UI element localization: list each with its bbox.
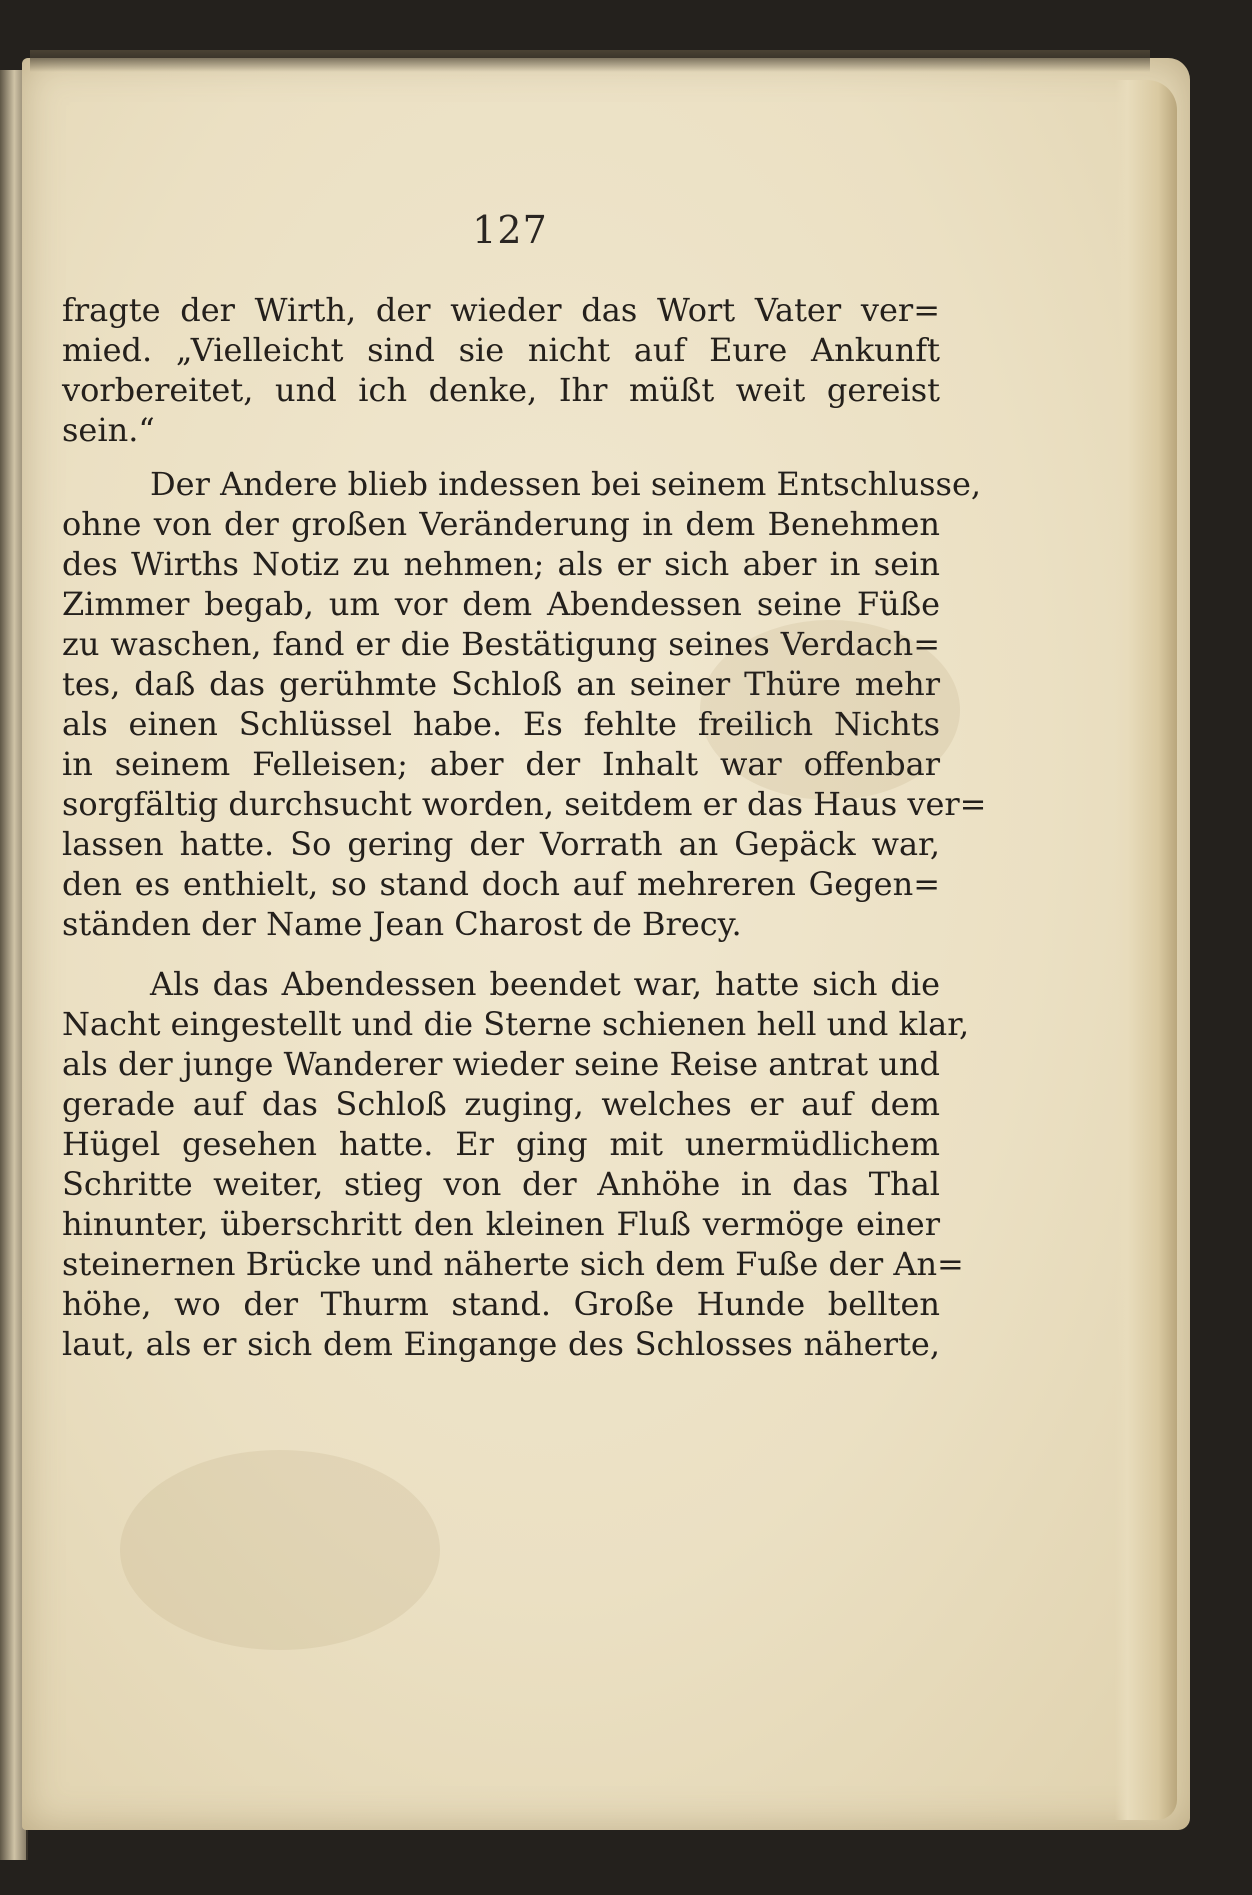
paragraph-gap	[62, 944, 940, 964]
text-line: Der Andere blieb indessen bei seinem Entschlusse,	[150, 465, 982, 503]
text-line: ständen der Name Jean Charost de Brecy.	[62, 905, 742, 943]
text-line: sorgfältig durchsucht worden, seitdem er das Haus ver=	[62, 785, 987, 823]
body-text	[62, 290, 987, 1364]
text-line: in seinem Felleisen; aber der Inhalt war offenbar	[62, 745, 940, 783]
text-line: lassen hatte. So gering der Vorrath an Gepäck war,	[62, 825, 940, 863]
text-line: sein.“	[62, 411, 155, 449]
binding-shadow	[30, 50, 1150, 72]
text-line: Zimmer begab, um vor dem Abendessen seine Füße	[62, 585, 940, 623]
text-line: den es enthielt, so stand doch auf mehreren Gegen=	[62, 865, 940, 903]
page-number: 127	[472, 208, 548, 252]
text-line: steinernen Brücke und näherte sich dem Fuße der An=	[62, 1245, 964, 1283]
text-line: mied. „Vielleicht sind sie nicht auf Eure Ankunft	[62, 331, 940, 369]
text-line: des Wirths Notiz zu nehmen; als er sich aber in sein	[62, 545, 940, 583]
text-line: gerade auf das Schloß zuging, welches er auf dem	[62, 1085, 940, 1123]
text-line: Schritte weiter, stieg von der Anhöhe in das Thal	[62, 1165, 940, 1203]
text-line: als der junge Wanderer wieder seine Reise antrat und	[62, 1045, 940, 1083]
text-line: hinunter, überschritt den kleinen Fluß vermöge einer	[62, 1205, 940, 1243]
text-line: ohne von der großen Veränderung in dem Benehmen	[62, 505, 940, 543]
text-line: tes, daß das gerühmte Schloß an seiner Thüre mehr	[62, 665, 940, 703]
text-line: zu waschen, fand er die Bestätigung seines Verdach=	[62, 625, 940, 663]
text-line: vorbereitet, und ich denke, Ihr müßt weit gereist	[62, 371, 940, 409]
text-line: Hügel gesehen hatte. Er ging mit unermüdlichem	[62, 1125, 940, 1163]
text-line: fragte der Wirth, der wieder das Wort Vater ver=	[62, 291, 940, 329]
text-line: als einen Schlüssel habe. Es fehlte freilich Nichts	[62, 705, 940, 743]
paragraph-gap	[62, 450, 940, 464]
right-page-edge	[1115, 80, 1177, 1820]
paper-stain	[120, 1450, 440, 1650]
text-line: höhe, wo der Thurm stand. Große Hunde bellten	[62, 1285, 940, 1323]
text-line: laut, als er sich dem Eingange des Schlosses näherte,	[62, 1325, 940, 1363]
text-line: Als das Abendessen beendet war, hatte sich die	[150, 965, 940, 1003]
text-line: Nacht eingestellt und die Sterne schienen hell und klar,	[62, 1005, 970, 1043]
